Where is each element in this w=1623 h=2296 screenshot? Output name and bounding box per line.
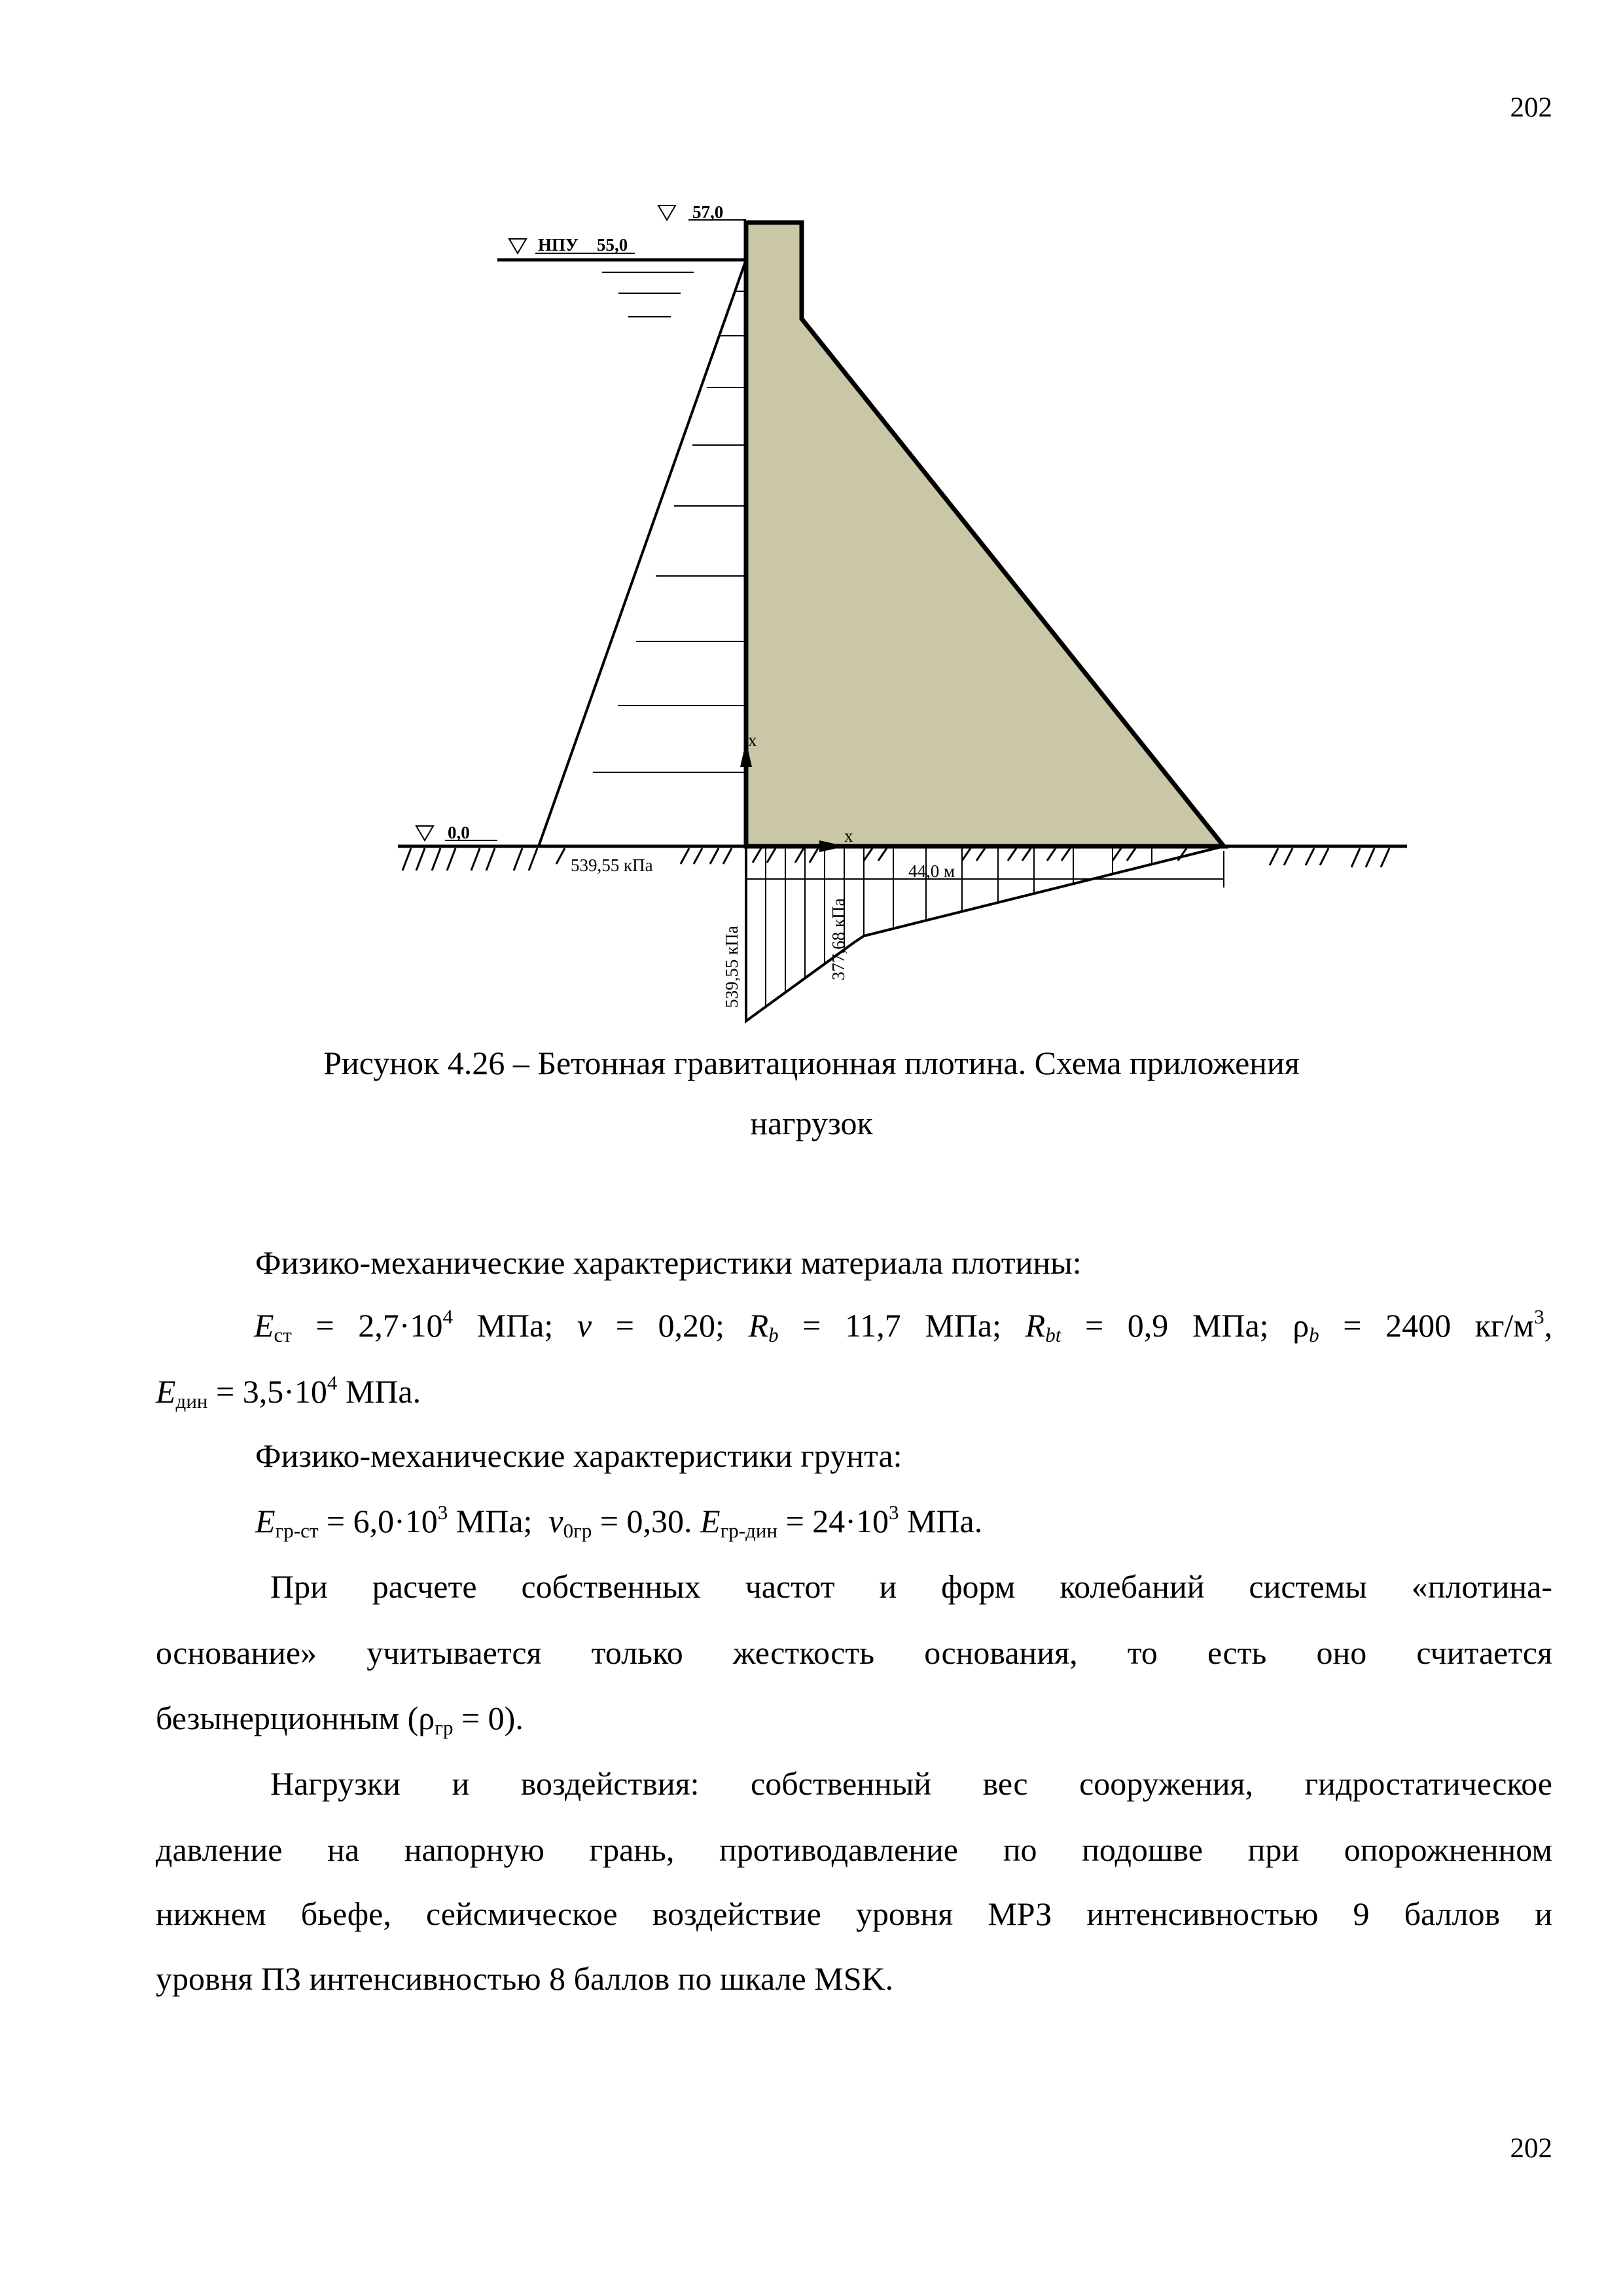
hydrostatic-pressure-diagram: [539, 260, 746, 846]
figure-caption-line2: нагрузок: [750, 1105, 873, 1141]
dam-body: [746, 223, 1224, 846]
crest-level-label: 57,0: [692, 202, 724, 222]
paragraph2-line1: Нагрузки и воздействия: собственный вес сооружения, гидростатическое: [270, 1765, 1552, 1802]
dam-load-diagram: [0, 0, 1623, 1060]
paragraph1-line1: При расчете собственных частот и форм колебаний системы «плотина-: [270, 1568, 1552, 1605]
dam-properties-line2: $E_{дин} = 3,5\cdot 10^4$ МПа.: [156, 1371, 421, 1412]
page-number-bottom: 202: [1510, 2133, 1552, 2164]
soil-properties-heading: Физико-механические характеристики грунта:: [255, 1437, 902, 1474]
crest-level-marker: [658, 206, 675, 220]
uplift-pressure-left-value: 539,55 кПа: [722, 925, 741, 1008]
pressure-hatching: [593, 291, 746, 772]
dam-properties-line1: $E_{ст} = 2,7\cdot 10^4$ МПа; ν = 0,20; $R_b = 11,7$ МПа; $R_{bt} = 0,9$ МПа; $\rho_b = 2400$ $кг/м^3$,: [254, 1304, 1553, 1346]
hydrostatic-pressure-value: 539,55 кПа: [571, 855, 653, 875]
axis-mark-horizontal: x: [844, 826, 853, 846]
base-width-label: 44,0 м: [908, 861, 955, 881]
base-level-marker: [416, 826, 433, 840]
npu-level-marker: [509, 239, 526, 253]
npu-value-label: 55,0: [597, 235, 628, 255]
figure-caption-line1: Рисунок 4.26 – Бетонная гравитационная плотина. Схема приложения: [323, 1045, 1300, 1081]
paragraph2-line4: уровня ПЗ интенсивностью 8 баллов по шкале MSK.: [156, 1960, 894, 1997]
uplift-pressure-diagram: [746, 846, 1224, 1021]
axis-mark-vertical: x: [748, 730, 757, 750]
ground-hatching: [402, 848, 1389, 870]
paragraph1-line2: основание» учитывается только жесткость основания, то есть оно считается: [156, 1634, 1552, 1671]
uplift-hatching: [766, 846, 1152, 1008]
page-number-top: 202: [1510, 92, 1552, 123]
dam-properties-heading: Физико-механические характеристики материала плотины:: [255, 1244, 1082, 1281]
soil-properties-line: $E_{гр-ст} = 6,0\cdot 10^3$ МПа; $\nu_{0гр} = 0,30$. $E_{гр-дин} = 24\cdot 10^3$ МПа.: [255, 1500, 983, 1542]
paragraph2-line3: нижнем бьефе, сейсмическое воздействие уровня МРЗ интенсивностью 9 баллов и: [156, 1895, 1552, 1932]
base-level-label: 0,0: [448, 823, 470, 842]
paragraph2-line2: давление на напорную грань, противодавление по подошве при опорожненном: [156, 1831, 1552, 1868]
uplift-pressure-mid-value: 377,68 кПа: [829, 898, 848, 980]
paragraph1-line3: безынерционным $(\rho_{гр} = 0)$.: [156, 1700, 524, 1739]
npu-label: НПУ: [538, 235, 579, 255]
